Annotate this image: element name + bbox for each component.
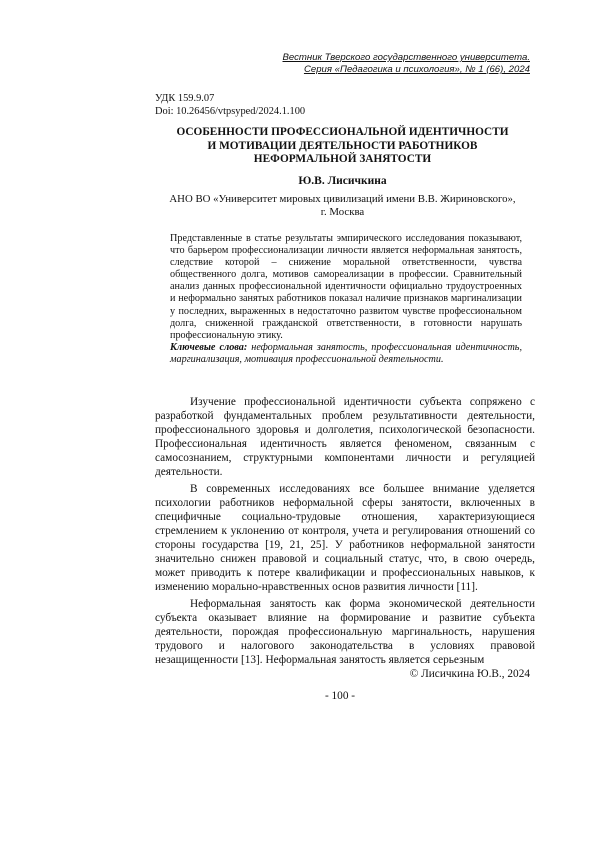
page-number: - 100 - xyxy=(324,690,356,702)
article-meta xyxy=(155,93,305,118)
body-paragraph: Изучение профессиональной идентичности субъекта сопряжено с разработкой фундаментальных проблем результативности деятельности, профессионального здоровья и долголетия, психологической безопасности. Профессиональная идентичность является феноменом, связанным с самосознанием, структурными компонентами личности и регуляцией деятельности. xyxy=(155,396,535,478)
journal-series: Серия «Педагогика и психология», № 1 (66), 2024 xyxy=(303,64,530,75)
affiliation-line: АНО ВО «Университет мировых цивилизаций имени В.В. Жириновского», xyxy=(169,193,516,205)
body-paragraph: Неформальная занятость как форма экономической деятельности субъекта оказывает влияние на формирование и развитие субъекта деятельности, порождая профессиональную маргинальность, нарушения трудового и налогового законодательства в условиях правовой незащищенности [13]. Неформальная занятость является серьезным xyxy=(155,598,535,667)
copyright-notice: © Лисичкина Ю.В., 2024 xyxy=(409,668,530,680)
journal-header xyxy=(170,52,530,76)
article-title xyxy=(150,126,535,167)
keywords xyxy=(170,342,522,366)
title-line: НЕФОРМАЛЬНОЙ ЗАНЯТОСТИ xyxy=(253,153,432,165)
article-body xyxy=(155,396,535,672)
keywords-list: неформальная занятость, профессиональная идентичность, маргинализация, мотивация профессиональной деятельности. xyxy=(170,341,522,365)
journal-title: Вестник Тверского государственного университета. xyxy=(282,52,530,63)
author-affiliation xyxy=(150,193,535,219)
abstract xyxy=(170,233,522,366)
affiliation-line: г. Москва xyxy=(320,206,365,218)
body-paragraph: В современных исследованиях все большее внимание уделяется психологии работников неформальной сферы занятости, включенных в специфичные социально-трудовые отношения, характеризующиеся стремлением к уклонению от контроля, учета и регулирования отношений со стороны государства [19, 21, 25]. У работников неформальной занятости значительно снижен правовой и социальный статус, что, в свою очередь, может приводить к потере квалификации и профессиональных навыков, к изменению морально-нравственных основ развития личности [11]. xyxy=(155,483,535,593)
title-line: ОСОБЕННОСТИ ПРОФЕССИОНАЛЬНОЙ ИДЕНТИЧНОСТИ xyxy=(176,126,509,138)
doi: Doi: 10.26456/vtpsyped/2024.1.100 xyxy=(155,105,306,117)
abstract-text: Представленные в статье результаты эмпирического исследования показывают, что барьером профессионализации личности является неформальная занятость, следствие которой – снижение моральной ответственности, чувства общественного долга, мотивов самореализации в профессии. Сравнительный анализ данных профессиональной идентичности официально трудоустроенных и неформально занятых работников показал наличие признаков маргинализации у последних, выраженных в недостаточно развитом чувстве профессиональном долга, сниженной гражданской ответственности, в готовности нарушать профессиональную этику. xyxy=(170,233,522,341)
udc-code: УДК 159.9.07 xyxy=(155,93,215,104)
title-line: И МОТИВАЦИИ ДЕЯТЕЛЬНОСТИ РАБОТНИКОВ xyxy=(207,139,478,152)
author-name: Ю.В. Лисичкина xyxy=(298,175,387,187)
keywords-label: Ключевые слова: xyxy=(170,341,248,353)
